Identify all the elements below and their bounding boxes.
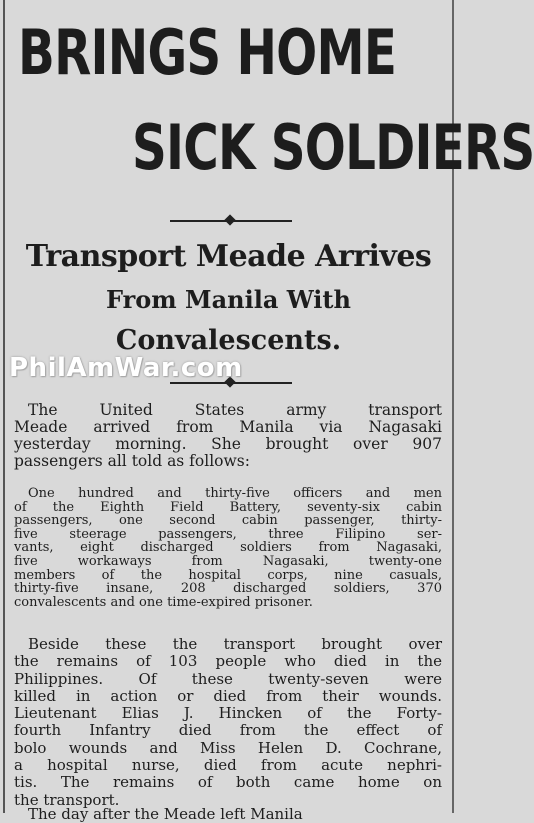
text-line: of the Eighth Field Battery, seventy-six cabin: [14, 499, 442, 515]
text-line: Beside these the transport brought over: [28, 635, 442, 653]
ornamental-divider: [170, 220, 292, 222]
text-line: five workaways from Nagasaki, twenty-one: [14, 553, 442, 569]
text-line: passengers, one second cabin passenger, thirty-: [14, 513, 442, 529]
text-line: the remains of 103 people who died in the: [14, 652, 442, 671]
text-line: convalescents and one time-expired prisoner.: [14, 594, 313, 610]
paragraph-remains: [14, 636, 442, 809]
column-rule-left: [3, 0, 5, 813]
diamond-ornament-icon: [224, 214, 235, 225]
headline-line-2: SICK SOLDIERS: [132, 111, 534, 184]
text-line: thirty-five insane, 208 discharged soldiers, 370: [14, 581, 442, 597]
text-line: tis. The remains of both came home on: [14, 773, 442, 792]
cutoff-text-line: The day after the Meade left Manila: [28, 805, 303, 823]
text-line: the transport.: [14, 790, 120, 809]
subheadline-line-2: From Manila With: [106, 285, 351, 314]
text-line: vants, eight discharged soldiers from Nagasaki,: [14, 540, 442, 556]
text-line: One hundred and thirty-five officers and men: [28, 486, 442, 501]
text-line: bolo wounds and Miss Helen D. Cochrane,: [14, 738, 442, 757]
text-line: Meade arrived from Manila via Nagasaki: [14, 418, 442, 436]
text-line: Philippines. Of these twenty-seven were: [14, 669, 442, 688]
subheadline-line-1: Transport Meade Arrives: [25, 239, 432, 274]
text-line: killed in action or died from their wounds.: [14, 686, 442, 705]
text-line: five steerage passengers, three Filipino ser-: [14, 526, 442, 542]
text-line: yesterday morning. She brought over 907: [14, 435, 442, 453]
subheadline-line-3: Convalescents.: [115, 325, 342, 356]
text-line: a hospital nurse, died from acute nephri-: [14, 756, 442, 775]
paragraph-intro: [14, 402, 442, 470]
headline-line-1: BRINGS HOME: [18, 16, 397, 89]
watermark: PhilAmWar.com: [9, 353, 243, 383]
text-line: members of the hospital corps, nine casuals,: [14, 567, 442, 583]
paragraph-passenger-list: [14, 487, 442, 609]
text-line: fourth Infantry died from the effect of: [14, 721, 442, 740]
text-line: The United States army transport: [28, 401, 442, 419]
text-line: Lieutenant Elias J. Hincken of the Forty-: [14, 704, 442, 723]
text-line: passengers all told as follows:: [14, 452, 250, 470]
